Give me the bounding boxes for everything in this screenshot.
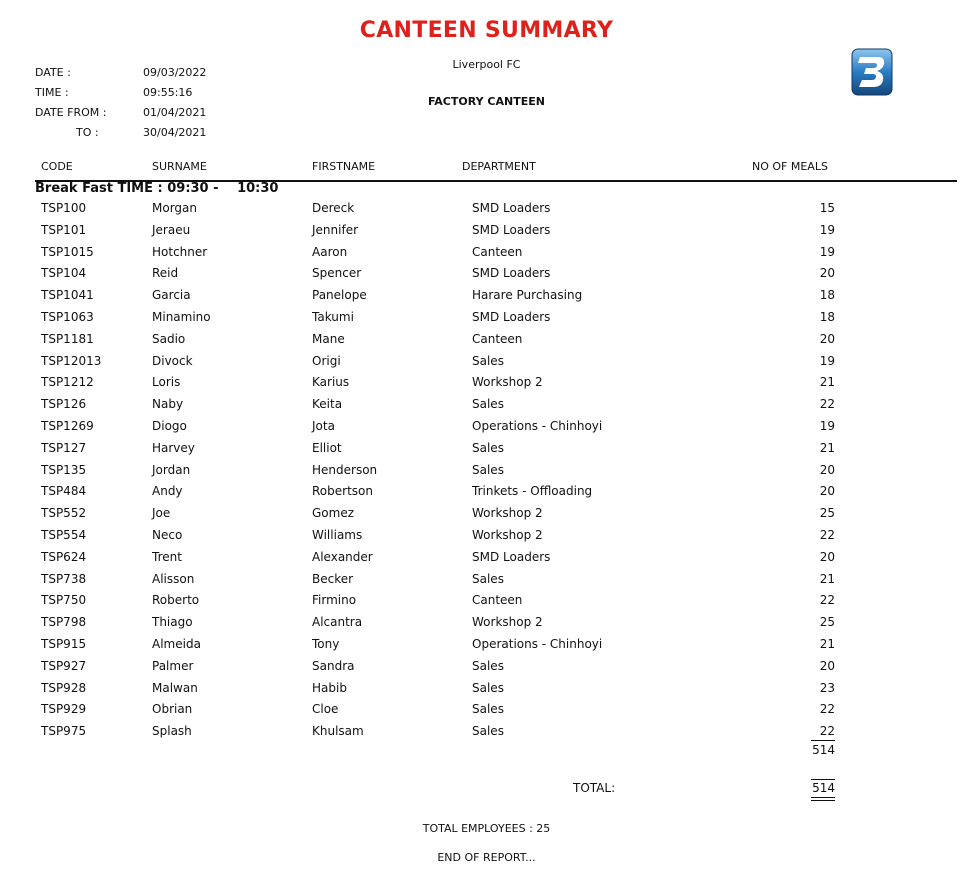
cell-department: Sales: [472, 440, 504, 455]
cell-department: SMD Loaders: [472, 549, 551, 564]
cell-meals: 23: [819, 680, 835, 695]
table-row: [0, 528, 973, 550]
cell-department: Sales: [472, 571, 504, 586]
cell-department: Workshop 2: [472, 506, 543, 521]
cell-meals: 18: [819, 310, 835, 324]
cell-surname: Thiago: [152, 615, 193, 630]
total-double-line-1: [811, 797, 835, 798]
cell-meals: 21: [819, 571, 835, 586]
cell-department: SMD Loaders: [472, 310, 551, 324]
cell-firstname: Origi: [312, 353, 341, 368]
cell-code: TSP1269: [41, 419, 94, 433]
cell-surname: Malwan: [152, 680, 198, 695]
total-value: 514: [812, 781, 835, 795]
cell-surname: Naby: [152, 397, 184, 412]
cell-meals: 18: [819, 288, 835, 303]
cell-code: TSP100: [41, 201, 87, 215]
table-row: [0, 201, 973, 223]
cell-firstname: Jota: [312, 419, 335, 433]
cell-code: TSP135: [41, 462, 87, 477]
table-row: [0, 245, 973, 267]
cell-surname: Garcia: [152, 288, 191, 303]
canteen-name: FACTORY CANTEEN: [428, 95, 545, 108]
cell-surname: Trent: [152, 549, 182, 564]
cell-meals: 21: [819, 637, 835, 651]
cell-surname: Divock: [152, 353, 193, 368]
table-row: [0, 266, 973, 288]
cell-surname: Minamino: [152, 310, 211, 324]
cell-department: Sales: [472, 353, 504, 368]
date-label: DATE :: [35, 66, 71, 79]
cell-department: Sales: [472, 462, 504, 477]
table-row: [0, 441, 973, 463]
cell-firstname: Takumi: [312, 310, 354, 324]
cell-meals: 22: [819, 593, 835, 608]
cell-surname: Obrian: [152, 702, 193, 717]
cell-surname: Harvey: [152, 440, 195, 455]
cell-code: TSP104: [41, 266, 87, 281]
table-row: [0, 593, 973, 615]
col-header-surname: SURNAME: [152, 160, 207, 173]
cell-surname: Palmer: [152, 658, 194, 673]
cell-code: TSP126: [41, 397, 87, 412]
cell-code: TSP12013: [41, 353, 102, 368]
cell-firstname: Cloe: [312, 702, 339, 717]
cell-department: Workshop 2: [472, 615, 543, 630]
cell-firstname: Jennifer: [312, 222, 359, 237]
cell-department: SMD Loaders: [472, 222, 551, 237]
table-row: [0, 484, 973, 506]
table-row: [0, 397, 973, 419]
cell-firstname: Henderson: [312, 462, 378, 477]
cell-code: TSP927: [41, 658, 87, 673]
cell-department: SMD Loaders: [472, 266, 551, 281]
cell-meals: 21: [819, 375, 835, 390]
cell-department: Canteen: [472, 331, 523, 346]
cell-surname: Andy: [152, 484, 183, 499]
total-line-top: [811, 779, 835, 780]
cell-firstname: Becker: [312, 571, 354, 586]
cell-firstname: Khulsam: [312, 724, 364, 739]
cell-surname: Roberto: [152, 593, 200, 608]
cell-firstname: Keita: [312, 397, 343, 412]
table-row: [0, 615, 973, 637]
cell-firstname: Habib: [312, 680, 347, 695]
cell-meals: 20: [819, 549, 835, 564]
table-row: [0, 659, 973, 681]
cell-department: Operations - Chinhoyi: [472, 637, 603, 651]
cell-firstname: Sandra: [312, 658, 355, 673]
cell-surname: Jeraeu: [152, 222, 191, 237]
date-to-value: 30/04/2021: [143, 126, 207, 139]
cell-surname: Morgan: [152, 201, 197, 215]
cell-meals: 19: [819, 244, 835, 259]
table-row: [0, 310, 973, 332]
section-label: Break Fast TIME : 09:30 -: [35, 181, 219, 196]
cell-surname: Diogo: [152, 419, 187, 433]
table-row: [0, 375, 973, 397]
table-row: [0, 506, 973, 528]
table-row: [0, 419, 973, 441]
table-row: [0, 550, 973, 572]
cell-code: TSP915: [41, 637, 87, 651]
cell-code: TSP101: [41, 222, 87, 237]
cell-firstname: Elliot: [312, 440, 342, 455]
cell-department: Canteen: [472, 244, 523, 259]
cell-meals: 25: [819, 615, 835, 630]
cell-meals: 20: [819, 331, 835, 346]
date-value: 09/03/2022: [143, 66, 207, 79]
cell-surname: Hotchner: [152, 244, 208, 259]
report-title: CANTEEN SUMMARY: [359, 18, 614, 43]
cell-code: TSP738: [41, 571, 87, 586]
cell-firstname: Spencer: [312, 266, 362, 281]
table-row: [0, 681, 973, 703]
cell-department: Sales: [472, 658, 504, 673]
col-header-department: DEPARTMENT: [462, 160, 536, 173]
cell-meals: 22: [819, 528, 835, 542]
cell-meals: 20: [819, 266, 835, 281]
cell-department: Operations - Chinhoyi: [472, 419, 603, 433]
cell-code: TSP1015: [41, 244, 94, 259]
cell-firstname: Firmino: [312, 593, 357, 608]
date-to-label: TO :: [76, 126, 99, 139]
date-from-label: DATE FROM :: [35, 106, 107, 119]
cell-firstname: Robertson: [312, 484, 373, 499]
cell-firstname: Alexander: [312, 549, 373, 564]
blue-b-logo-icon: [850, 47, 894, 97]
cell-meals: 19: [819, 419, 835, 433]
cell-department: Sales: [472, 724, 504, 739]
cell-meals: 19: [819, 353, 835, 368]
table-row: [0, 637, 973, 659]
total-employees: TOTAL EMPLOYEES : 25: [422, 822, 551, 835]
cell-department: Sales: [472, 680, 504, 695]
cell-firstname: Gomez: [312, 506, 355, 521]
cell-department: Sales: [472, 397, 504, 412]
company-name: Liverpool FC: [452, 58, 521, 71]
cell-code: TSP750: [41, 593, 87, 608]
cell-firstname: Tony: [312, 637, 340, 651]
time-value: 09:55:16: [143, 86, 193, 99]
cell-code: TSP975: [41, 724, 87, 739]
cell-meals: 22: [819, 397, 835, 412]
cell-surname: Alisson: [152, 571, 195, 586]
table-row: [0, 354, 973, 376]
cell-department: Sales: [472, 702, 504, 717]
col-header-meals: NO OF MEALS: [752, 160, 828, 173]
total-double-line-2: [811, 800, 835, 801]
cell-department: Harare Purchasing: [472, 288, 583, 303]
cell-surname: Almeida: [152, 637, 201, 651]
cell-department: Workshop 2: [472, 528, 543, 542]
cell-code: TSP552: [41, 506, 87, 521]
cell-meals: 19: [819, 222, 835, 237]
cell-department: SMD Loaders: [472, 201, 551, 215]
cell-meals: 20: [819, 484, 835, 499]
table-row: [0, 572, 973, 594]
cell-surname: Neco: [152, 528, 183, 542]
col-header-code: CODE: [41, 160, 73, 173]
col-header-firstname: FIRSTNAME: [312, 160, 376, 173]
cell-code: TSP798: [41, 615, 87, 630]
cell-department: Trinkets - Offloading: [472, 484, 593, 499]
end-of-report: END OF REPORT...: [437, 851, 536, 864]
cell-meals: 15: [819, 201, 835, 215]
cell-code: TSP1212: [41, 375, 94, 390]
cell-meals: 20: [819, 658, 835, 673]
cell-meals: 22: [819, 702, 835, 717]
time-label: TIME :: [35, 86, 69, 99]
subtotal-line: [811, 740, 835, 741]
cell-firstname: Aaron: [312, 244, 348, 259]
cell-meals: 25: [819, 506, 835, 521]
cell-meals: 21: [819, 440, 835, 455]
cell-firstname: Alcantra: [312, 615, 363, 630]
cell-surname: Splash: [152, 724, 192, 739]
cell-surname: Sadio: [152, 331, 186, 346]
cell-code: TSP624: [41, 549, 87, 564]
cell-department: Workshop 2: [472, 375, 543, 390]
cell-code: TSP928: [41, 680, 87, 695]
cell-firstname: Mane: [312, 331, 345, 346]
subtotal-value: 514: [812, 743, 835, 757]
cell-meals: 20: [819, 462, 835, 477]
cell-surname: Jordan: [152, 462, 191, 477]
cell-department: Canteen: [472, 593, 523, 608]
cell-code: TSP554: [41, 528, 87, 542]
cell-code: TSP1063: [41, 310, 94, 324]
cell-code: TSP127: [41, 440, 87, 455]
section-end-time: 10:30: [237, 181, 279, 196]
cell-firstname: Williams: [312, 528, 363, 542]
table-row: [0, 288, 973, 310]
cell-code: TSP1181: [41, 331, 94, 346]
cell-code: TSP484: [41, 484, 87, 499]
section-heading: [35, 181, 278, 196]
cell-surname: Joe: [152, 506, 171, 521]
table-row: [0, 702, 973, 724]
table-row: [0, 223, 973, 245]
total-label: TOTAL:: [573, 781, 616, 795]
cell-firstname: Panelope: [312, 288, 367, 303]
cell-surname: Loris: [152, 375, 181, 390]
cell-surname: Reid: [152, 266, 179, 281]
cell-meals: 22: [819, 724, 835, 739]
cell-firstname: Karius: [312, 375, 350, 390]
cell-firstname: Dereck: [312, 201, 355, 215]
table-row: [0, 463, 973, 485]
cell-code: TSP1041: [41, 288, 94, 303]
table-row: [0, 332, 973, 354]
cell-code: TSP929: [41, 702, 87, 717]
date-from-value: 01/04/2021: [143, 106, 207, 119]
